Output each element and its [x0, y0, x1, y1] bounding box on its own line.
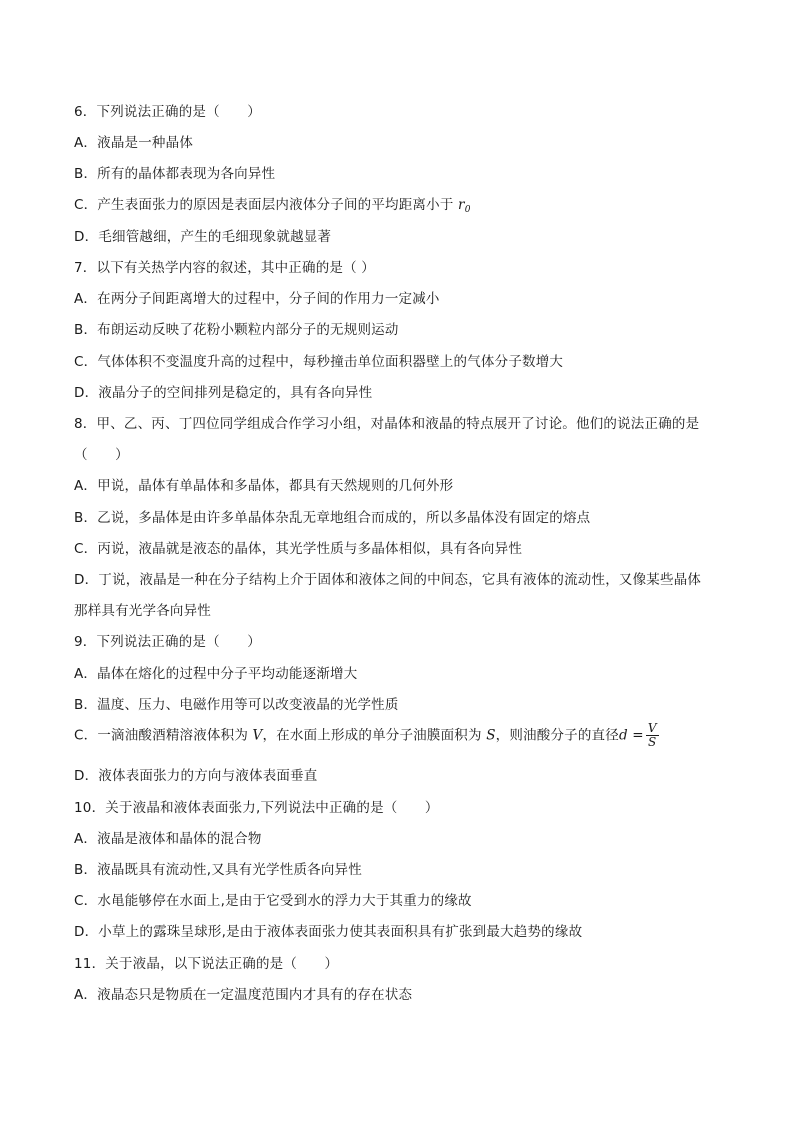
question-7-option-c: C．气体体积不变温度升高的过程中，每秒撞击单位面积器壁上的气体分子数增大: [74, 354, 564, 370]
question-9-option-b: B．温度、压力、电磁作用等可以改变液晶的光学性质: [74, 697, 399, 713]
r-subscript: 0: [464, 205, 471, 215]
fraction-numerator: V: [647, 721, 657, 735]
question-8-stem-continued: （ ）: [74, 447, 129, 463]
fraction-denominator: S: [648, 735, 657, 749]
question-11-option-a: A．液晶态只是物质在一定温度范围内才具有的存在状态: [74, 987, 413, 1003]
question-7-option-d: D．液晶分子的空间排列是稳定的，具有各向异性: [74, 385, 373, 401]
question-6-option-c: [74, 196, 471, 219]
question-10-option-a: A．液晶是液体和晶体的混合物: [74, 831, 262, 847]
question-10-option-b: B．液晶既具有流动性,又具有光学性质各向异性: [74, 862, 362, 878]
question-6-stem: 6．下列说法正确的是（ ）: [74, 104, 261, 120]
question-6-option-d: D．毛细管越细，产生的毛细现象就越显著: [74, 229, 332, 245]
question-8-stem: 8．甲、乙、丙、丁四位同学组成合作学习小组，对晶体和液晶的特点展开了讨论。他们的说法正确的是: [74, 416, 700, 432]
question-8-option-d-continued: 那样具有光学各向异性: [74, 603, 211, 619]
question-9-option-c-part3: ，则油酸分子的直径: [495, 727, 619, 744]
question-7-option-a: A．在两分子间距离增大的过程中，分子间的作用力一定减小: [74, 291, 440, 307]
r-symbol: r: [458, 197, 465, 213]
question-8-option-b: B．乙说，多晶体是由许多单晶体杂乱无章地组合而成的，所以多晶体没有固定的熔点: [74, 510, 591, 526]
question-8-option-d: D．丁说，液晶是一种在分子结构上介于固体和液体之间的中间态，它具有液体的流动性，又像某些晶体: [74, 572, 702, 588]
question-9-option-d: D．液体表面张力的方向与液体表面垂直: [74, 768, 318, 784]
question-9-option-c-part2: ，在水面上形成的单分子油膜面积为: [262, 727, 487, 744]
question-11-stem: 11．关于液晶，以下说法正确的是（ ）: [74, 956, 339, 972]
question-9-stem: 9．下列说法正确的是（ ）: [74, 634, 261, 650]
question-9-option-c-part1: C．一滴油酸酒精溶液体积为: [74, 727, 253, 744]
volume-symbol: V: [252, 727, 263, 744]
question-9-option-c: [74, 722, 659, 749]
question-8-option-c: C．丙说，液晶就是液态的晶体，其光学性质与多晶体相似，具有各向异性: [74, 541, 523, 557]
question-8-option-a: A．甲说，晶体有单晶体和多晶体，都具有天然规则的几何外形: [74, 478, 454, 494]
question-6-option-c-text: C．产生表面张力的原因是表面层内液体分子间的平均距离小于: [74, 197, 459, 213]
question-9-option-a: A．晶体在熔化的过程中分子平均动能逐渐增大: [74, 666, 358, 682]
question-7-option-b: B．布朗运动反映了花粉小颗粒内部分子的无规则运动: [74, 322, 399, 338]
question-6-option-a: A．液晶是一种晶体: [74, 135, 194, 151]
question-6-option-b: B．所有的晶体都表现为各向异性: [74, 166, 276, 182]
area-symbol: S: [486, 727, 496, 744]
question-10-option-d: D．小草上的露珠呈球形,是由于液体表面张力使其表面积具有扩张到最大趋势的缘故: [74, 924, 583, 940]
question-10-stem: 10．关于液晶和液体表面张力,下列说法中正确的是（ ）: [74, 800, 439, 816]
diameter-formula-lhs: d =: [618, 727, 644, 744]
diameter-fraction: [646, 722, 659, 749]
question-10-option-c: C．水黾能够停在水面上,是由于它受到水的浮力大于其重力的缘故: [74, 893, 472, 909]
question-7-stem: 7．以下有关热学内容的叙述，其中正确的是（ ）: [74, 260, 375, 276]
